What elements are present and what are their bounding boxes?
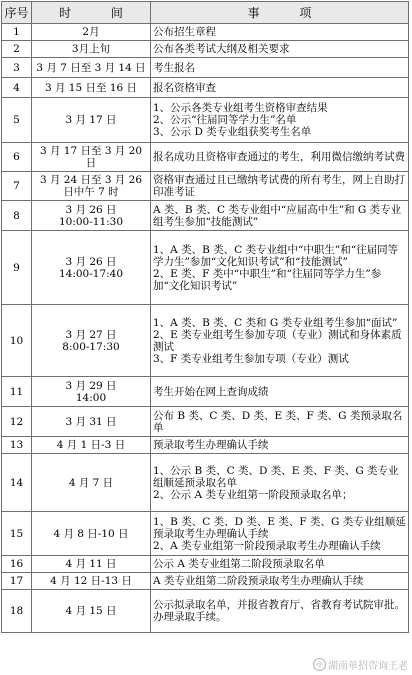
row-event: 公布 B 类、C 类、D 类、E 类、F 类、G 类预录取名单 [151, 407, 409, 437]
row-time: 4 月 7 日 [32, 454, 151, 512]
row-time: 4 月 1 日-3 日 [32, 437, 151, 454]
row-event: 1、A 类、B 类、C 类和 G 类专业组考生参加“面试” 2、E 类专业组考生参加专项（专业）测试和身体素质测试 3、F 类专业组考生参加专项（专业）测试 [151, 305, 409, 377]
row-event: 考生开始在网上查询成绩 [151, 377, 409, 407]
table-row [2, 58, 409, 78]
table-row [2, 573, 409, 590]
row-time: 3 月 31 日 [32, 407, 151, 437]
table-row [2, 41, 409, 58]
row-event: 报名资格审查 [151, 78, 409, 98]
row-number: 17 [2, 573, 32, 590]
row-number: 6 [2, 143, 32, 172]
row-number: 12 [2, 407, 32, 437]
row-time: 3 月 26 日 14:00-17:40 [32, 231, 151, 305]
table-row [2, 407, 409, 437]
row-number: 9 [2, 231, 32, 305]
row-number: 1 [2, 24, 32, 41]
row-time: 4 月 15 日 [32, 590, 151, 633]
table-row [2, 512, 409, 556]
row-number: 5 [2, 98, 32, 143]
watermark [313, 657, 408, 672]
row-event: 公布各类考试大纲及相关要求 [151, 41, 409, 58]
row-time: 4 月 12 日-13 日 [32, 573, 151, 590]
row-event: 预录取考生办理确认手续 [151, 437, 409, 454]
row-number: 16 [2, 556, 32, 573]
row-number: 3 [2, 58, 32, 78]
watermark-text: 湖南单招咨询王老 [328, 661, 408, 672]
table-row [2, 231, 409, 305]
header-row [2, 2, 409, 24]
row-number: 18 [2, 590, 32, 633]
row-time: 3 月 7 日至 3 月 14 日 [32, 58, 151, 78]
row-event: 1、公示 B 类、C 类、D 类、E 类、F 类、G 类专业组顺延预录取名单 2、公示 A 类专业组第一阶段预录取名单； [151, 454, 409, 512]
row-number: 14 [2, 454, 32, 512]
row-time: 3 月 26 日 10:00-11:30 [32, 201, 151, 231]
row-time: 3月上旬 [32, 41, 151, 58]
row-event: 1、A 类、B 类、C 类专业组中“中职生”和“往届同等学力生”参加“文化知识考试”和“技能测试” 2、E 类、F 类中“中职生”和“往届同等学力生”参加“文化知识考试” [151, 231, 409, 305]
row-time: 3 月 15 日至 16 日 [32, 78, 151, 98]
table-row [2, 172, 409, 201]
row-event: A 类、B 类、C 类专业组中“应届高中生”和 G 类专业组考生参加“技能测试” [151, 201, 409, 231]
row-number: 10 [2, 305, 32, 377]
row-number: 13 [2, 437, 32, 454]
row-event: 考生报名 [151, 58, 409, 78]
row-time: 3 月 29 日 14:00 [32, 377, 151, 407]
header-no: 序号 [2, 2, 32, 24]
row-time: 4 月 11 日 [32, 556, 151, 573]
row-number: 11 [2, 377, 32, 407]
table-row [2, 556, 409, 573]
wechat-icon: ◎ [313, 658, 326, 671]
header-event: 事 项 [151, 2, 409, 24]
row-time: 3 月 17 日至 3 月 20 日 [32, 143, 151, 172]
row-time: 2月 [32, 24, 151, 41]
row-number: 8 [2, 201, 32, 231]
table-row [2, 590, 409, 633]
table-row [2, 377, 409, 407]
row-time: 3 月 27 日 8:00-17:30 [32, 305, 151, 377]
row-time: 3 月 17 日 [32, 98, 151, 143]
row-event: 公示拟录取名单，并报省教育厅、省教育考试院审批。办理录取手续。 [151, 590, 409, 633]
table-row [2, 78, 409, 98]
table-row [2, 201, 409, 231]
row-number: 15 [2, 512, 32, 556]
table-row [2, 305, 409, 377]
table-row [2, 24, 409, 41]
row-number: 4 [2, 78, 32, 98]
row-event: 公布招生章程 [151, 24, 409, 41]
table-row [2, 454, 409, 512]
row-number: 2 [2, 41, 32, 58]
row-event: 1、公示各类专业组考生资格审查结果 2、公示“往届同等学力生”名单 3、公示 D 类专业组获奖考生名单 [151, 98, 409, 143]
row-event: 资格审查通过且已缴纳考试费的所有考生，网上自助打印准考证 [151, 172, 409, 201]
row-event: A 类专业组第二阶段预录取考生办理确认手续 [151, 573, 409, 590]
table-row [2, 143, 409, 172]
schedule-table [1, 1, 409, 633]
table-row [2, 437, 409, 454]
table-row [2, 98, 409, 143]
header-time: 时 间 [32, 2, 151, 24]
row-number: 7 [2, 172, 32, 201]
row-event: 报名成功且资格审查通过的考生，利用微信缴纳考试费 [151, 143, 409, 172]
row-time: 4 月 8 日-10 日 [32, 512, 151, 556]
row-time: 3 月 24 日至 3 月 26 日中午 7 时 [32, 172, 151, 201]
row-event: 公示 A 类专业组第二阶段预录取名单 [151, 556, 409, 573]
row-event: 1、B 类、C 类、D 类、E 类、F 类、G 类专业组顺延预录取考生办理确认手续 2、A 类专业组第一阶段预录取考生办理确认手续 [151, 512, 409, 556]
